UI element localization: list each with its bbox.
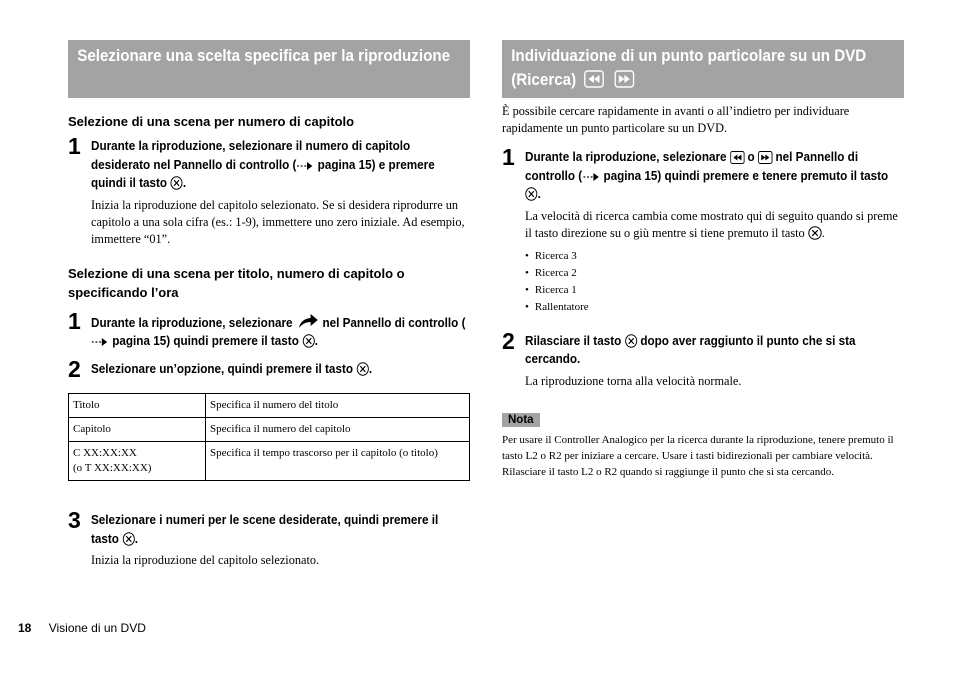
left-section-title: Selezionare una scelta specifica per la riproduzione <box>68 40 470 72</box>
list-item: • Ricerca 3 <box>525 248 904 265</box>
page-reference-arrow-icon <box>296 160 314 172</box>
fast-forward-icon <box>758 151 772 164</box>
jump-arrow-icon <box>296 312 319 330</box>
step-number: 2 <box>68 355 81 382</box>
table-cell: Titolo <box>69 394 206 418</box>
footer-section: Visione di un DVD <box>48 621 146 635</box>
table-row <box>69 418 470 442</box>
page-reference-arrow-icon <box>91 336 109 348</box>
cross-button-icon <box>625 334 638 348</box>
step-body: Inizia la riproduzione del capitolo selezionato. <box>91 553 320 567</box>
fast-forward-icon <box>614 70 634 88</box>
page-footer <box>18 621 146 635</box>
subsection-chapter-title: Selezione di una scena per numero di capitolo <box>68 114 355 129</box>
list-item: • Ricerca 2 <box>525 265 904 282</box>
step-title-1 <box>68 307 470 351</box>
step-title-3 <box>68 507 470 569</box>
note-box <box>502 410 904 480</box>
step-text: Durante la riproduzione, selezionare il numero di capitolo desiderato nel Pannello di controllo ( pagina 15) e premere quindi il tasto . <box>91 138 435 190</box>
rewind-icon <box>730 151 744 164</box>
table-cell: Capitolo <box>69 418 206 442</box>
note-label: Nota <box>502 413 540 427</box>
subsection-title-time-title: Selezione di una scena per titolo, numero di capitolo o specificando l’ora <box>68 265 405 300</box>
left-column <box>68 40 470 569</box>
cross-button-icon <box>808 226 822 240</box>
list-item: • Rallentatore <box>525 299 904 316</box>
right-section-banner <box>502 40 904 98</box>
step-number: 1 <box>68 133 81 159</box>
table-cell: C XX:XX:XX (o T XX:XX:XX) <box>69 442 206 481</box>
step-body: La velocità di ricerca cambia come mostrato qui di seguito quando si preme il tasto direzione su o giù mentre si tiene premuto il tasto . <box>525 208 898 240</box>
step-number: 2 <box>502 327 515 354</box>
step-text: Durante la riproduzione, selezionare o nel Pannello di controllo ( pagina 15) quindi premere e tenere premuto il tasto . <box>525 149 889 201</box>
step-number: 1 <box>68 307 81 334</box>
step-text: Durante la riproduzione, selezionare nel Pannello di controllo ( pagina 15) quindi premere il tasto . <box>91 312 469 351</box>
left-section-banner <box>68 40 470 98</box>
rewind-icon <box>584 70 604 88</box>
cross-button-icon <box>302 334 315 348</box>
list-item: • Ricerca 1 <box>525 282 904 299</box>
cross-button-icon <box>525 187 538 201</box>
step-chapter-1 <box>68 133 470 248</box>
step-title-2 <box>68 355 470 382</box>
step-text: Selezionare i numeri per le scene desiderate, quindi premere il tasto . <box>91 512 439 546</box>
step-number: 1 <box>502 144 515 170</box>
table-row <box>69 442 470 481</box>
step-search-2 <box>502 327 904 390</box>
step-search-1 <box>502 144 904 316</box>
intro-text: È possibile cercare rapidamente in avanti o all’indietro per individuare rapidamente un punto particolare su un DVD. <box>502 104 850 135</box>
note-text: Per usare il Controller Analogico per la ricerca durante la riproduzione, tenere premuto il tasto L2 o R2 per iniziare a cercare. Usare i tasti bidirezionali per cambiare velocità. Rilasciare il tasto L2 o R2 quando si raggiunge il punto che si sta cercando. <box>502 433 894 478</box>
step-number: 3 <box>68 507 81 533</box>
cross-button-icon <box>122 532 135 546</box>
step-body: La riproduzione torna alla velocità normale. <box>525 373 742 388</box>
step-text: Selezionare un’opzione, quindi premere il tasto . <box>91 360 373 376</box>
right-section-title: Individuazione di un punto particolare su un DVD (Ricerca) <box>502 40 904 96</box>
step-body: Inizia la riproduzione del capitolo selezionato. Se si desidera riprodurre un capitolo a una sola cifra (es.: 1-9), immettere uno zero iniziale. Ad esempio, immettere “01”. <box>91 197 465 246</box>
cross-button-icon <box>356 362 369 376</box>
table-cell: Specifica il tempo trascorso per il capitolo (o titolo) <box>206 442 470 481</box>
options-table <box>68 393 470 481</box>
search-speed-list <box>525 248 904 316</box>
right-column <box>502 40 904 480</box>
cross-button-icon <box>170 176 183 190</box>
page-reference-arrow-icon <box>582 171 600 183</box>
page-number: 18 <box>18 621 32 635</box>
table-row <box>69 394 470 418</box>
table-cell: Specifica il numero del capitolo <box>206 418 470 442</box>
step-text: Rilasciare il tasto dopo aver raggiunto il punto che si sta cercando. <box>525 332 856 366</box>
table-cell: Specifica il numero del titolo <box>206 394 470 418</box>
